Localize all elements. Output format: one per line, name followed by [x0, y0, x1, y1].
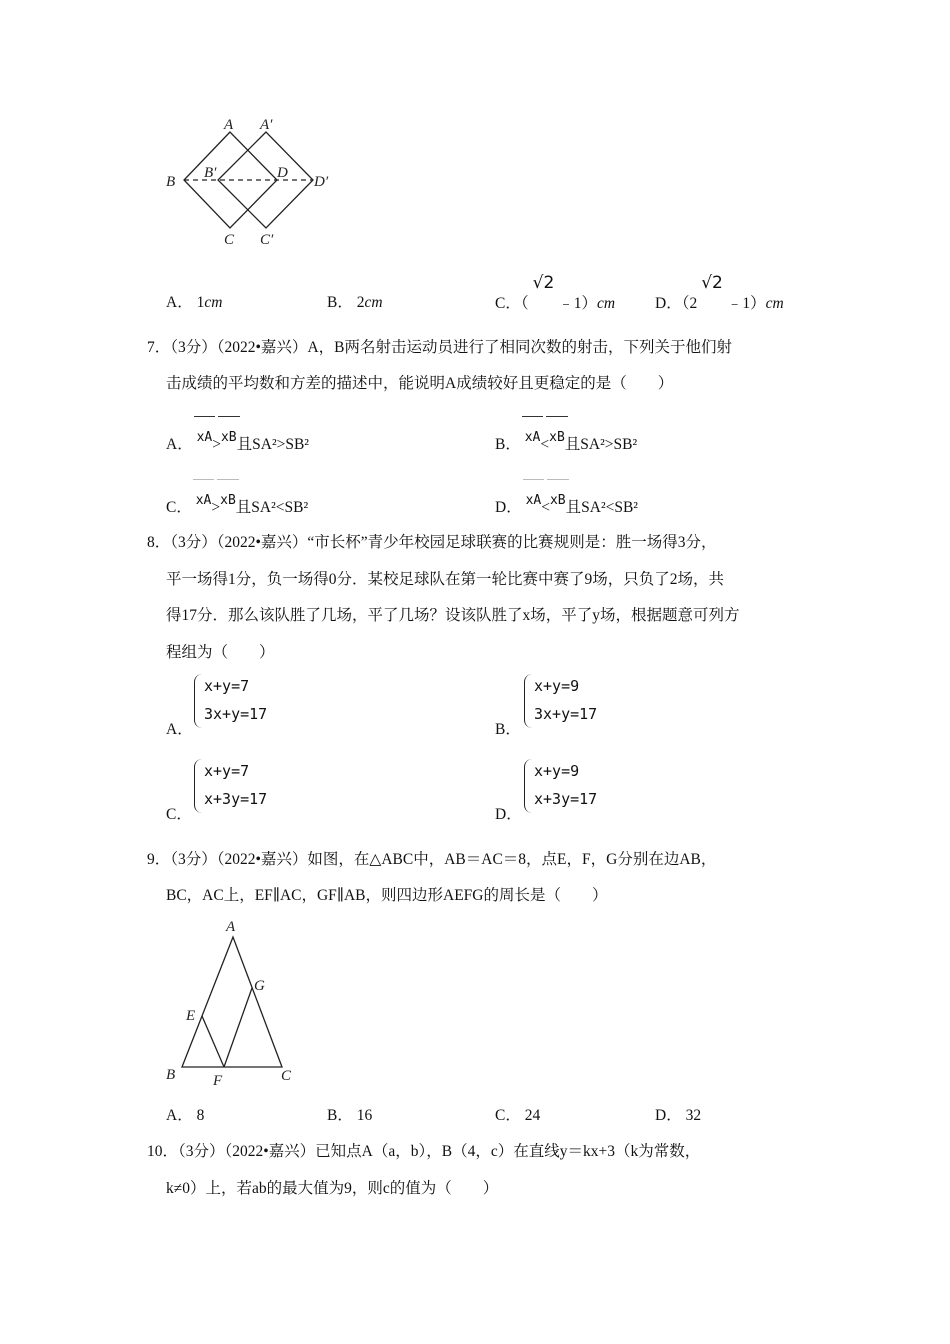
- triangle-abc: [182, 937, 282, 1067]
- q7-line1: 7．（3分）（2022•嘉兴）A，B两名射击运动员进行了相同次数的射击，下列关于他们射: [147, 339, 732, 356]
- q10-line2: k≠0）上，若ab的最大值为9，则c的值为（ ）: [166, 1180, 499, 1197]
- segment-gf: [224, 988, 252, 1067]
- q9-option-c[interactable]: C． 24: [495, 1107, 541, 1124]
- label-E: E: [186, 1008, 196, 1024]
- q7-option-d[interactable]: D． xA<xB且SA²<SB²: [495, 493, 638, 516]
- label-G: G: [254, 978, 265, 994]
- label-A: A: [226, 919, 236, 935]
- q6-option-c[interactable]: C．（√2﹣1）cm: [495, 273, 616, 312]
- q10-line1: 10．（3分）（2022•嘉兴）已知点A（a，b），B（4，c）在直线y＝kx+3（k为常数，: [147, 1143, 701, 1160]
- q8-option-c-label[interactable]: C．: [166, 806, 192, 823]
- q8-option-d-label[interactable]: D．: [495, 806, 522, 823]
- q7-option-a[interactable]: A． xA>xB且SA²>SB²: [166, 430, 309, 453]
- q7-option-b[interactable]: B． xA<xB且SA²>SB²: [495, 430, 638, 453]
- q6-option-a[interactable]: A． 1cm: [166, 294, 223, 311]
- q6-option-b[interactable]: B． 2cm: [327, 294, 383, 311]
- label-A: A: [224, 117, 234, 133]
- q8-option-a-label[interactable]: A．: [166, 721, 193, 738]
- q9-line1: 9．（3分）（2022•嘉兴）如图，在△ABC中，AB＝AC＝8，点E，F，G分别在边AB，: [147, 851, 717, 868]
- sqrt2: √2: [701, 273, 723, 293]
- q7-line2: 击成绩的平均数和方差的描述中，能说明A成绩较好且更稳定的是（ ）: [166, 375, 674, 392]
- q8-option-c-system: x+y=7 x+3y=17: [194, 757, 267, 813]
- label-B-prime: B′: [204, 165, 217, 181]
- q8-option-a-system: x+y=7 3x+y=17: [194, 672, 267, 728]
- label-C: C: [224, 232, 235, 248]
- q8-option-b-system: x+y=9 3x+y=17: [524, 672, 597, 728]
- label-F: F: [213, 1073, 223, 1089]
- q8-line3: 得17分．那么该队胜了几场，平了几场？设该队胜了x场，平了y场，根据题意可列方: [166, 607, 740, 624]
- q8-option-b-label[interactable]: B．: [495, 721, 521, 738]
- segment-ef: [202, 1016, 224, 1067]
- q9-option-d[interactable]: D． 32: [655, 1107, 702, 1124]
- label-B: B: [166, 174, 176, 190]
- q8-option-d-system: x+y=9 x+3y=17: [524, 757, 597, 813]
- q7-option-c[interactable]: C． xA>xB且SA²<SB²: [166, 493, 309, 516]
- label-A-prime: A′: [260, 117, 273, 133]
- label-B: B: [166, 1067, 176, 1083]
- q8-line2: 平一场得1分，负一场得0分．某校足球队在第一轮比赛中赛了9场，只负了2场，共: [166, 571, 725, 588]
- q8-line4: 程组为（ ）: [166, 644, 275, 661]
- label-C: C: [281, 1068, 292, 1084]
- q8-line1: 8．（3分）（2022•嘉兴）“市长杯”青少年校园足球联赛的比赛规则是：胜一场得3分，: [147, 534, 717, 551]
- label-D-prime: D′: [314, 174, 329, 190]
- q9-option-b[interactable]: B． 16: [327, 1107, 373, 1124]
- label-C-prime: C′: [260, 232, 274, 248]
- q9-triangle-figure: [0, 0, 320, 1100]
- q6-option-d[interactable]: D．（2√2﹣1）cm: [655, 273, 784, 312]
- q9-option-a[interactable]: A． 8: [166, 1107, 205, 1124]
- sqrt2: √2: [532, 273, 555, 293]
- q9-line2: BC，AC上，EF∥AC，GF∥AB，则四边形AEFG的周长是（ ）: [166, 887, 608, 904]
- label-D: D: [277, 165, 288, 181]
